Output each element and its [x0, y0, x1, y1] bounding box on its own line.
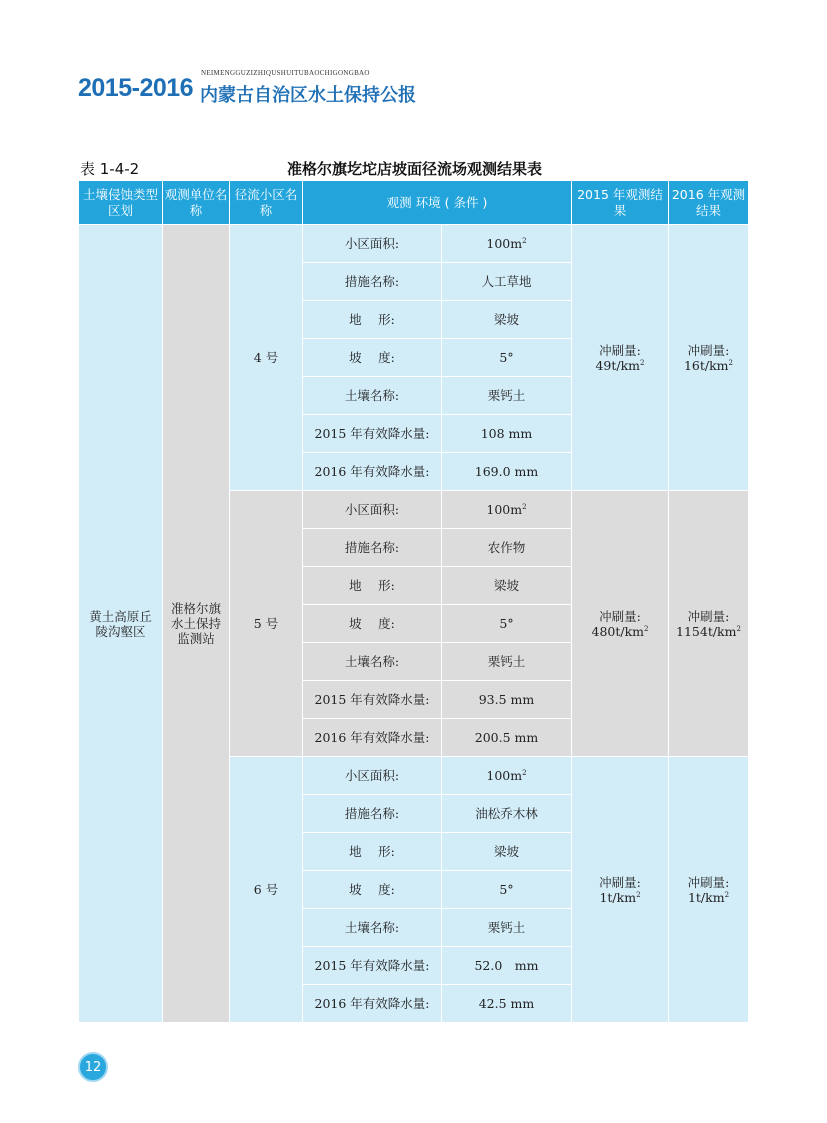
- result-value: [669, 624, 748, 639]
- superscript: 2: [522, 237, 527, 245]
- condition-value-text: 200.5 mm: [474, 730, 539, 745]
- condition-value-text: 108 mm: [480, 426, 533, 441]
- condition-label: 2015 年有效降水量:: [303, 947, 442, 985]
- result-2015-cell: [572, 757, 669, 1023]
- condition-value: [442, 947, 572, 985]
- header-title: 内蒙古自治区水土保持公报: [200, 85, 416, 106]
- station-cell: 准格尔旗水土保持监测站: [163, 225, 230, 1023]
- table-title: 准格尔旗圪坨店坡面径流场观测结果表: [287, 160, 543, 178]
- result-2015-cell: [572, 491, 669, 757]
- condition-value-text: 梁坡: [493, 844, 519, 859]
- col-conditions: 观测 环境 ( 条件 ): [303, 181, 572, 225]
- result-value: [572, 358, 668, 373]
- result-value: [669, 890, 748, 905]
- condition-value: [442, 491, 572, 529]
- condition-value-text: 42.5 mm: [478, 996, 535, 1011]
- superscript: 2: [522, 503, 527, 511]
- condition-value-text: 93.5 mm: [478, 692, 535, 707]
- result-2016-cell: [669, 225, 749, 491]
- table-number: 表 1-4-2: [80, 160, 140, 178]
- condition-label: 土壤名称:: [303, 909, 442, 947]
- condition-label: 2015 年有效降水量:: [303, 681, 442, 719]
- superscript: 2: [522, 769, 527, 777]
- condition-label: 小区面积:: [303, 225, 442, 263]
- result-value: [572, 890, 668, 905]
- condition-label: 小区面积:: [303, 757, 442, 795]
- condition-value-text: 栗钙土: [487, 388, 526, 403]
- result-value-text: 480t/km: [591, 623, 645, 639]
- condition-label: 2016 年有效降水量:: [303, 985, 442, 1023]
- condition-value: [442, 605, 572, 643]
- result-value-text: 1t/km: [687, 889, 725, 905]
- condition-label: 2016 年有效降水量:: [303, 453, 442, 491]
- condition-value: [442, 225, 572, 263]
- superscript: 2: [724, 890, 730, 899]
- plot-name-cell: 6 号: [230, 757, 303, 1023]
- erosion-zone-cell: 黄土高原丘陵沟壑区: [79, 225, 163, 1023]
- condition-label: 措施名称:: [303, 263, 442, 301]
- condition-value: [442, 529, 572, 567]
- plot-name-cell: 4 号: [230, 225, 303, 491]
- condition-value: [442, 719, 572, 757]
- condition-value-text: 梁坡: [493, 312, 519, 327]
- condition-value-text: 栗钙土: [487, 920, 526, 935]
- superscript: 2: [640, 358, 645, 367]
- condition-value-text: 农作物: [487, 540, 526, 555]
- condition-value: [442, 339, 572, 377]
- observation-table: [78, 180, 749, 1023]
- condition-value: [442, 415, 572, 453]
- condition-value: [442, 757, 572, 795]
- result-label: 冲刷量:: [599, 874, 641, 890]
- condition-value: [442, 871, 572, 909]
- result-value-text: 1t/km: [599, 889, 637, 905]
- page-number: 12: [78, 1052, 108, 1082]
- header-years: 2015-2016: [78, 74, 194, 102]
- condition-label: 土壤名称:: [303, 377, 442, 415]
- condition-label: 坡 度:: [303, 871, 442, 909]
- condition-value-text: 5°: [499, 350, 514, 365]
- condition-value: [442, 263, 572, 301]
- table-row: [79, 225, 749, 263]
- condition-label: 坡 度:: [303, 605, 442, 643]
- result-2015-cell: [572, 225, 669, 491]
- result-value: [572, 624, 668, 639]
- table-header-row: [79, 181, 749, 225]
- superscript: 2: [728, 358, 734, 367]
- condition-value-text: 5°: [499, 882, 514, 897]
- result-label: 冲刷量:: [687, 608, 730, 624]
- col-station: 观测单位名称: [163, 181, 230, 225]
- condition-label: 2015 年有效降水量:: [303, 415, 442, 453]
- superscript: 2: [644, 624, 649, 633]
- condition-value: [442, 795, 572, 833]
- col-2015-result: 2015 年观测结果: [572, 181, 669, 225]
- condition-value-text: 100m: [486, 236, 523, 251]
- condition-value: [442, 985, 572, 1023]
- condition-value: [442, 377, 572, 415]
- result-value-text: 1154t/km: [676, 623, 737, 639]
- condition-value-text: 100m: [486, 502, 523, 517]
- result-label: 冲刷量:: [599, 608, 641, 624]
- col-2016-result: 2016 年观测结果: [669, 181, 749, 225]
- condition-value-text: 5°: [499, 616, 514, 631]
- plot-name-cell: 5 号: [230, 491, 303, 757]
- condition-label: 措施名称:: [303, 795, 442, 833]
- condition-value: [442, 833, 572, 871]
- result-2016-cell: [669, 491, 749, 757]
- condition-value: [442, 301, 572, 339]
- superscript: 2: [736, 624, 741, 633]
- result-value: [669, 358, 748, 373]
- condition-label: 坡 度:: [303, 339, 442, 377]
- result-label: 冲刷量:: [599, 342, 641, 358]
- condition-value: [442, 909, 572, 947]
- result-label: 冲刷量:: [687, 874, 730, 890]
- header-pinyin: NEIMENGGUZIZHIQUSHUITUBAOCHIGONGBAO: [201, 69, 370, 77]
- condition-value-text: 52.0 mm: [474, 958, 539, 973]
- condition-label: 2016 年有效降水量:: [303, 719, 442, 757]
- condition-value-text: 人工草地: [481, 274, 532, 289]
- condition-label: 地 形:: [303, 301, 442, 339]
- col-erosion-zone: 土壤侵蚀类型区划: [79, 181, 163, 225]
- report-header: [78, 66, 538, 106]
- condition-label: 地 形:: [303, 833, 442, 871]
- condition-value-text: 油松乔木林: [475, 806, 538, 821]
- condition-value-text: 169.0 mm: [474, 464, 539, 479]
- result-2016-cell: [669, 757, 749, 1023]
- condition-label: 措施名称:: [303, 529, 442, 567]
- condition-label: 地 形:: [303, 567, 442, 605]
- result-value-text: 16t/km: [683, 357, 729, 373]
- condition-label: 土壤名称:: [303, 643, 442, 681]
- condition-value-text: 栗钙土: [487, 654, 526, 669]
- result-label: 冲刷量:: [687, 342, 730, 358]
- condition-value-text: 梁坡: [493, 578, 519, 593]
- condition-value-text: 100m: [486, 768, 523, 783]
- superscript: 2: [636, 890, 641, 899]
- col-plot: 径流小区名称: [230, 181, 303, 225]
- condition-value: [442, 567, 572, 605]
- result-value-text: 49t/km: [595, 357, 641, 373]
- condition-value: [442, 453, 572, 491]
- condition-value: [442, 681, 572, 719]
- condition-value: [442, 643, 572, 681]
- condition-label: 小区面积:: [303, 491, 442, 529]
